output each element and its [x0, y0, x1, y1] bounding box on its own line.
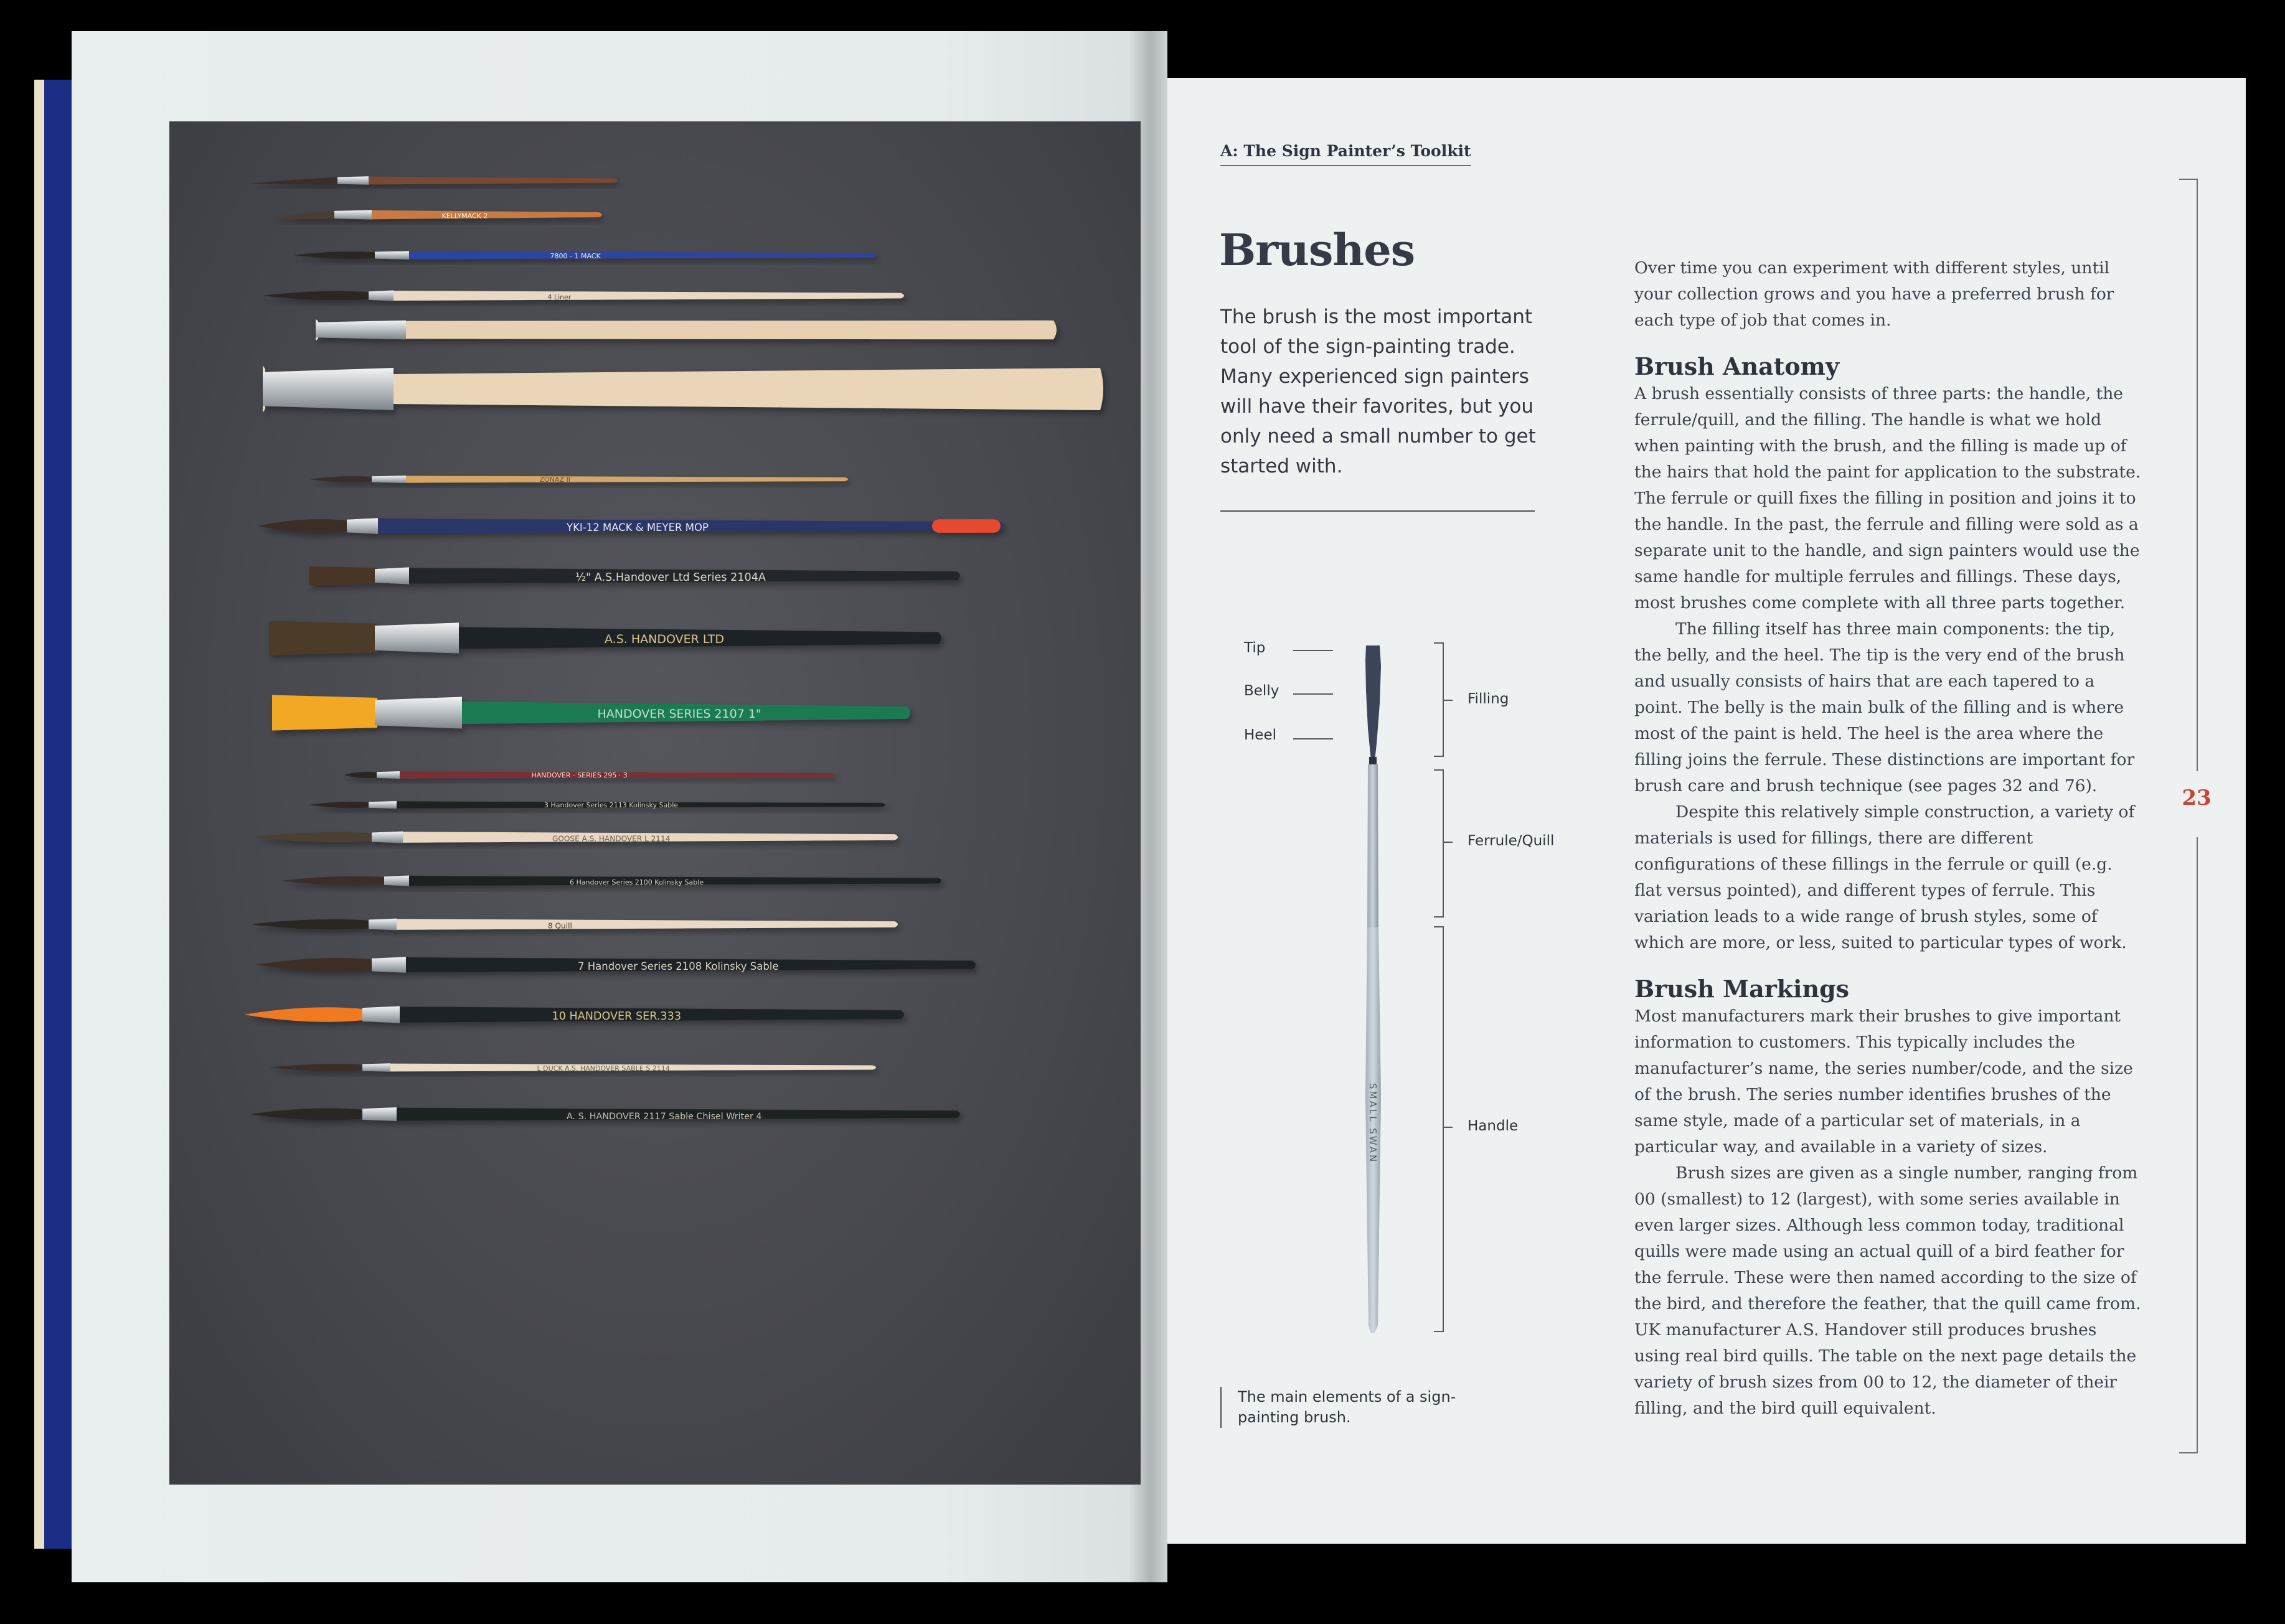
page-number: 23	[2182, 786, 2212, 810]
section-label: A: The Sign Painter’s Toolkit	[1220, 142, 1471, 166]
brush	[281, 876, 941, 887]
brush-ferrule	[377, 771, 400, 779]
brush	[309, 476, 848, 484]
brush-ferrule	[316, 321, 406, 340]
brush-hair	[263, 291, 371, 301]
brush-handle-cap	[932, 519, 1001, 533]
label-filling: Filling	[1468, 691, 1509, 707]
brush-ferrule	[362, 1107, 397, 1121]
brush-ferrule	[372, 476, 406, 483]
brush	[294, 251, 876, 260]
brush-ferrule	[362, 1006, 400, 1023]
brush-hair	[257, 958, 374, 972]
brush	[250, 919, 898, 931]
brush-hair	[250, 177, 340, 184]
intro-paragraph: The brush is the most important tool of the sign-painting trade. Many experienced sign painters will have their favorites, but you only need a small number to get started with.	[1220, 306, 1536, 477]
brush-hair	[272, 695, 377, 731]
brush-ferrule	[375, 251, 409, 260]
tip-leader	[1293, 650, 1333, 651]
label-tip: Tip	[1244, 640, 1266, 656]
filling-leader	[1444, 700, 1453, 701]
body-paragraph: Over time you can experiment with different styles, until your collection grows and you have a preferred brush for each type of job that comes in.	[1634, 258, 2114, 330]
brush-ferrule	[375, 567, 409, 584]
brush-hair	[253, 832, 374, 842]
brush-imprint: GOOSE A.S. HANDOVER L 2114	[552, 834, 671, 843]
brush	[309, 801, 885, 809]
brush-imprint: L DUCK A.S. HANDOVER SABLE S 2114	[537, 1064, 670, 1072]
brush-imprint: ZONAZ II	[539, 476, 570, 484]
brush	[316, 319, 1057, 340]
brush	[258, 518, 1004, 534]
intro-divider	[1220, 510, 1535, 512]
brush-imprint: A. S. HANDOVER 2117 Sable Chisel Writer 4	[567, 1111, 762, 1122]
brush-handle	[406, 321, 1057, 340]
brush-handle	[369, 177, 618, 185]
brush-imprint: 10 HANDOVER SER.333	[552, 1010, 682, 1023]
brush-anatomy-diagram	[1233, 622, 1581, 1357]
brush-ferrule	[369, 291, 393, 301]
brush-diagram-illustration	[1233, 622, 1581, 1357]
brush-imprint: 7 Handover Series 2108 Kolinsky Sable	[578, 960, 779, 972]
brush-hair	[281, 876, 387, 886]
brush	[309, 566, 960, 585]
brush	[263, 365, 1103, 413]
body-paragraph: Despite this relatively simple construction, a variety of materials is used for fillings, there are different configurations of these fillings in the ferrule or quill (e.g. flat versus pointed), and different types of ferrule. This variation leads to a wide range of brush styles, some of which are more, or less, suited to particular types of work.	[1634, 802, 2135, 952]
body-paragraph: The filling itself has three main components: the tip, the belly, and the heel. The tip is the very end of the brush and usually consists of hairs that are each tapered to a point. The belly is the main bulk of the filling and is where most of the paint is held. The heel is the area where the filling joins the ferrule. These distinctions are important for brush care and brush technique (see pages 32 and 76).	[1634, 619, 2135, 796]
brush-imprint: 8 Quill	[548, 921, 572, 931]
brush	[263, 291, 904, 302]
page-title: Brushes	[1219, 224, 1415, 276]
brush	[257, 957, 976, 973]
brush	[269, 1063, 876, 1072]
brush-ferrule	[375, 697, 462, 729]
brush-ferrule	[384, 876, 409, 886]
brush-ferrule	[369, 801, 397, 809]
brush-hair	[258, 519, 349, 533]
brush-imprint: HANDOVER · SERIES 295 · 3	[531, 771, 628, 780]
handle-imprint: SMALL SWAN	[1367, 1083, 1378, 1164]
brush-imprint: 3 Handover Series 2113 Kolinsky Sable	[544, 801, 679, 810]
brushes-photo	[169, 121, 1141, 1485]
brush-imprint: 4 Liner	[547, 293, 572, 301]
brush-hair	[250, 1108, 365, 1120]
brush	[244, 1006, 904, 1023]
brush	[272, 695, 910, 731]
body-text-column	[1634, 255, 2145, 1422]
ferrule-leader	[1444, 842, 1453, 843]
brush	[344, 771, 836, 779]
label-handle: Handle	[1468, 1118, 1519, 1134]
handle-leader	[1444, 1127, 1453, 1128]
margin-bracket-bottom-tick	[2179, 1452, 2198, 1453]
body-paragraph: Brush sizes are given as a single number, ranging from 00 (smallest) to 12 (largest), with some series available in even larger sizes. Although less common today, traditional quills were made using an actual quill of a bird feather for the ferrule. These were then named according to the size of the bird, and therefore the feather, that the quill came from. UK manufacturer A.S. Handover still produces brushes using real bird quills. The table on the next page details the variety of brush sizes from 00 to 12, the diameter of their filling, and the bird quill equivalent.	[1634, 1163, 2141, 1418]
ferrule-bracket	[1434, 769, 1444, 918]
brush-ferrule	[263, 368, 393, 410]
belly-leader	[1293, 693, 1333, 695]
brush	[250, 176, 618, 185]
brush	[269, 210, 602, 220]
brush-hair	[309, 802, 371, 808]
brush	[253, 832, 898, 843]
brush-imprint: A.S. HANDOVER LTD	[605, 632, 725, 646]
brushes-illustration	[169, 121, 1141, 1485]
brush-hair	[269, 621, 377, 655]
brush-binding	[1369, 757, 1377, 764]
brush-handle	[397, 919, 898, 930]
brush-hair	[344, 772, 379, 778]
heading-brush-markings: Brush Markings	[1634, 975, 1850, 1003]
brush-imprint: 6 Handover Series 2100 Kolinsky Sable	[570, 878, 704, 886]
brush	[250, 1107, 960, 1122]
margin-bracket-top-tick	[2179, 179, 2198, 180]
brush-ferrule	[362, 1063, 390, 1072]
brush-handle	[406, 476, 848, 482]
brush-handle	[393, 368, 1103, 410]
brush-hair	[244, 1007, 365, 1021]
brush-imprint: KELLYMACK 2	[441, 212, 488, 220]
brush-ferrule	[337, 176, 369, 185]
body-paragraph: Most manufacturers mark their brushes to give important information to customers. This typically includes the manufacturer’s name, the series number/code, and the size of the brush. The series number identifies brushes of the same style, made of a particular set of materials, in a particular way, and available in a variety of sizes.	[1634, 1007, 2133, 1157]
label-heel: Heel	[1244, 727, 1276, 743]
margin-bracket-lower	[2197, 837, 2198, 1452]
heel-leader	[1293, 738, 1333, 739]
brush-ferrule	[375, 622, 459, 653]
heading-brush-anatomy: Brush Anatomy	[1634, 352, 1839, 380]
brush-ferrule	[369, 919, 397, 931]
label-ferrule: Ferrule/Quill	[1468, 833, 1555, 849]
brush	[269, 621, 941, 655]
brush-imprint: ½" A.S.Handover Ltd Series 2104A	[575, 571, 766, 584]
brush-ferrule	[372, 832, 403, 843]
label-belly: Belly	[1244, 683, 1279, 699]
brush-ferrule	[1367, 764, 1378, 927]
filling-bracket	[1434, 642, 1444, 757]
handle-bracket	[1434, 926, 1444, 1332]
brush-hair	[309, 476, 374, 482]
brush-ferrule	[372, 957, 406, 973]
brush-imprint: 7800 - 1 MACK	[550, 251, 601, 260]
margin-bracket-upper	[2197, 179, 2198, 771]
brush-imprint: HANDOVER SERIES 2107 1"	[597, 707, 761, 721]
brush-hair	[269, 211, 337, 219]
brush-hair	[294, 251, 377, 259]
diagram-caption: The main elements of a sign-painting brush.	[1220, 1387, 1474, 1428]
brush-handle	[409, 251, 876, 260]
body-paragraph: A brush essentially consists of three parts: the handle, the ferrule/quill, and the filling. The handle is what we hold when painting with the brush, and the filling is made up of the hairs that hold the paint for application to the substrate. The ferrule or quill fixes the filling in position and joins it to the handle. In the past, the ferrule and filling were sold as a separate unit to the handle, and sign painters would use the same handle for multiple ferrules and fillings. These days, most brushes come complete with all three parts together.	[1634, 384, 2141, 613]
brush-hair	[269, 1064, 365, 1071]
brush-filling	[1365, 645, 1381, 761]
brush-imprint: YKI-12 MACK & MEYER MOP	[567, 522, 709, 533]
brush-hair	[309, 566, 377, 585]
brush-ferrule	[347, 518, 378, 534]
brush-hair	[250, 919, 371, 929]
brush-handle	[393, 291, 904, 301]
brush-ferrule	[334, 210, 372, 219]
